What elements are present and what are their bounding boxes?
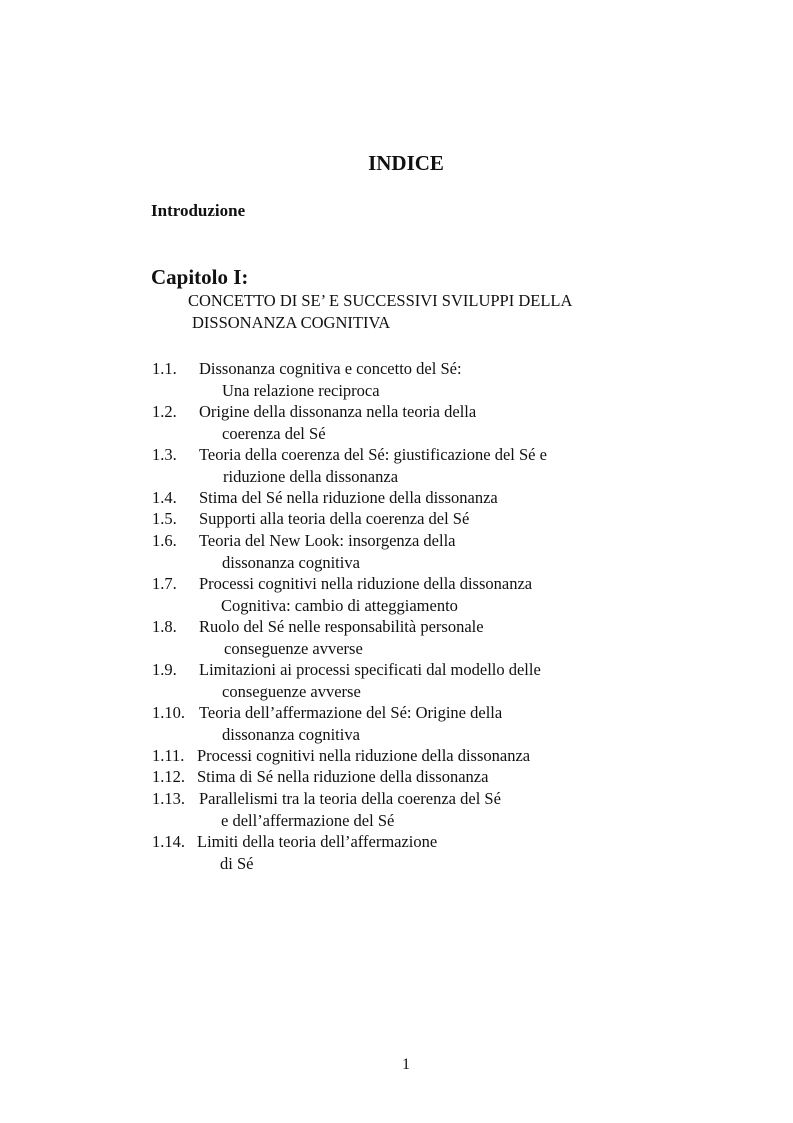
toc-entry-continuation: conseguenze avverse (222, 682, 361, 701)
chapter-subtitle-line2: DISSONANZA COGNITIVA (192, 313, 391, 332)
toc-entry-number: 1.12. (152, 767, 185, 786)
toc-entry-number: 1.9. (152, 660, 177, 679)
toc-entry-continuation: riduzione della dissonanza (223, 467, 399, 486)
page-title: INDICE (368, 151, 444, 175)
toc-entry-title: Processi cognitivi nella riduzione della dissonanza (199, 574, 533, 593)
toc-entry-number: 1.5. (152, 509, 177, 528)
toc-entry-number: 1.11. (152, 746, 185, 765)
toc-entry-title: Ruolo del Sé nelle responsabilità personale (199, 617, 484, 636)
toc-entry-number: 1.8. (152, 617, 177, 636)
toc-entry-number: 1.7. (152, 574, 177, 593)
toc-entry-title: Limiti della teoria dell’affermazione (197, 832, 438, 851)
toc-entry-title: Teoria dell’affermazione del Sé: Origine della (199, 703, 503, 722)
toc-entry-number: 1.4. (152, 488, 177, 507)
chapter-heading: Capitolo I: (151, 265, 249, 289)
toc-entry-number: 1.10. (152, 703, 185, 722)
toc-entry-continuation: e dell’affermazione del Sé (221, 811, 395, 830)
toc-entry-title: Limitazioni ai processi specificati dal modello delle (199, 660, 541, 679)
toc-entry-title: Parallelismi tra la teoria della coerenza del Sé (199, 789, 501, 808)
chapter-subtitle-line1: CONCETTO DI SE’ E SUCCESSIVI SVILUPPI DELLA (188, 291, 573, 310)
introduction-heading: Introduzione (151, 201, 246, 220)
toc-entry-continuation: Una relazione reciproca (222, 381, 380, 400)
toc-entry-continuation: conseguenze avverse (224, 639, 363, 658)
toc-entry-title: Teoria del New Look: insorgenza della (199, 531, 456, 550)
toc-entry-continuation: dissonanza cognitiva (222, 553, 360, 572)
toc-entry-title: Stima di Sé nella riduzione della dissonanza (197, 767, 489, 786)
toc-entry-title: Processi cognitivi nella riduzione della dissonanza (197, 746, 531, 765)
toc-entry-title: Dissonanza cognitiva e concetto del Sé: (199, 359, 462, 378)
toc-entry-continuation: di Sé (220, 854, 254, 873)
toc-entry-continuation: coerenza del Sé (222, 424, 326, 443)
toc-entry-number: 1.2. (152, 402, 177, 421)
toc-entry-title: Teoria della coerenza del Sé: giustificazione del Sé e (199, 445, 547, 464)
page-number: 1 (402, 1056, 410, 1073)
toc-entry-number: 1.3. (152, 445, 177, 464)
toc-entry-continuation: Cognitiva: cambio di atteggiamento (221, 596, 458, 615)
toc-entry-continuation: dissonanza cognitiva (222, 725, 360, 744)
toc-entry-number: 1.6. (152, 531, 177, 550)
toc-entry-title: Supporti alla teoria della coerenza del Sé (199, 509, 470, 528)
toc-entry-title: Origine della dissonanza nella teoria della (199, 402, 477, 421)
toc-entry-title: Stima del Sé nella riduzione della dissonanza (199, 488, 498, 507)
toc-entry-number: 1.14. (152, 832, 185, 851)
toc-entry-number: 1.13. (152, 789, 185, 808)
toc-entry-number: 1.1. (152, 359, 177, 378)
